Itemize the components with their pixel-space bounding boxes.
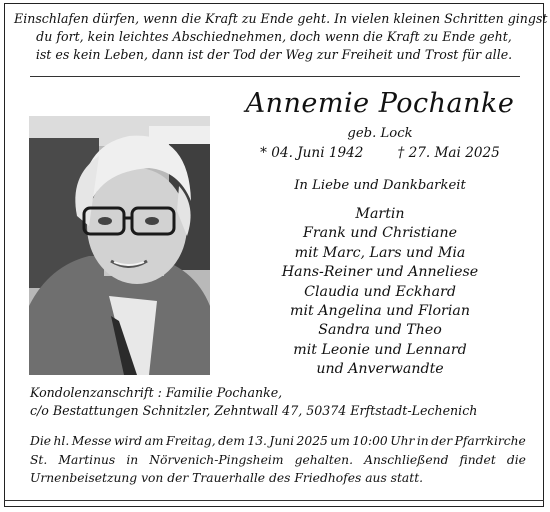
deceased-name: Annemie Pochanke <box>245 88 515 119</box>
poem-line: Einschlafen dürfen, wenn die Kraft zu Ende geht. In vielen kleinen Schritten gingst <box>14 11 548 26</box>
service-word: um <box>330 434 350 448</box>
service-word: am <box>144 434 164 448</box>
service-info <box>30 432 526 488</box>
service-word: die <box>506 452 526 467</box>
condolence-line: c/o Bestattungen Schnitzler, Zehntwall 47, 50374 Erftstadt-Lechenich <box>30 403 478 418</box>
service-word: in <box>416 434 429 448</box>
birth-date: * 04. Juni 1942 <box>260 145 364 161</box>
poem-line: du fort, kein leichtes Abschiednehmen, doch wenn die Kraft zu Ende geht, <box>36 29 512 44</box>
service-word: 10:00 <box>352 434 388 448</box>
service-word: gehalten. <box>294 452 353 467</box>
poem <box>14 10 548 64</box>
mourner-line: Hans-Reiner und Anneliese <box>281 264 479 281</box>
mourner-line: und Anverwandte <box>316 361 444 378</box>
service-word: Pfarrkirche <box>454 434 526 448</box>
mourner-line: mit Leonie und Lennard <box>293 341 467 358</box>
service-word: Freitag, <box>166 434 216 448</box>
service-word: Juni <box>269 434 295 448</box>
service-line <box>30 451 526 470</box>
service-word: Messe <box>71 434 112 448</box>
mourner-line: Frank und Christiane <box>302 225 458 242</box>
poem-line: ist es kein Leben, dann ist der Tod der Weg zur Freiheit und Trost für alle. <box>35 47 513 62</box>
mourners-intro: In Liebe und Dankbarkeit <box>294 178 466 193</box>
service-word: findet <box>459 452 496 467</box>
service-word: Die <box>30 434 52 448</box>
service-word: Uhr <box>390 434 415 448</box>
condolence-line: Kondolenzanschrift : Familie Pochanke, <box>30 385 283 400</box>
service-word: wird <box>113 434 143 448</box>
mourners-list <box>230 205 530 380</box>
service-line: Urnenbeisetzung von der Trauerhalle des Friedhofes aus statt. <box>30 471 424 485</box>
mourner-line: mit Marc, Lars und Mia <box>294 244 466 261</box>
service-line <box>30 432 526 451</box>
service-word: der <box>431 434 453 448</box>
service-word: 13. <box>247 434 267 448</box>
service-word: St. <box>30 452 48 467</box>
mourner-line: Claudia und Eckhard <box>304 283 456 300</box>
service-word: Martinus <box>58 452 116 467</box>
mourner-line: mit Angelina und Florian <box>290 303 470 320</box>
service-word: in <box>126 452 139 467</box>
mourner-line: Martin <box>355 206 405 222</box>
service-word: 2025 <box>296 434 328 448</box>
service-word: hl. <box>53 434 70 448</box>
service-word: Anschließend <box>364 452 449 467</box>
service-word: dem <box>218 434 245 448</box>
divider <box>4 500 544 501</box>
birth-name: geb. Lock <box>347 126 413 141</box>
life-dates <box>230 145 530 161</box>
divider <box>30 76 520 77</box>
portrait-photo <box>29 116 210 375</box>
death-date: † 27. Mai 2025 <box>397 145 500 161</box>
service-word: Nörvenich-Pingsheim <box>149 452 284 467</box>
mourner-line: Sandra und Theo <box>318 322 442 339</box>
condolence-address <box>30 384 530 420</box>
